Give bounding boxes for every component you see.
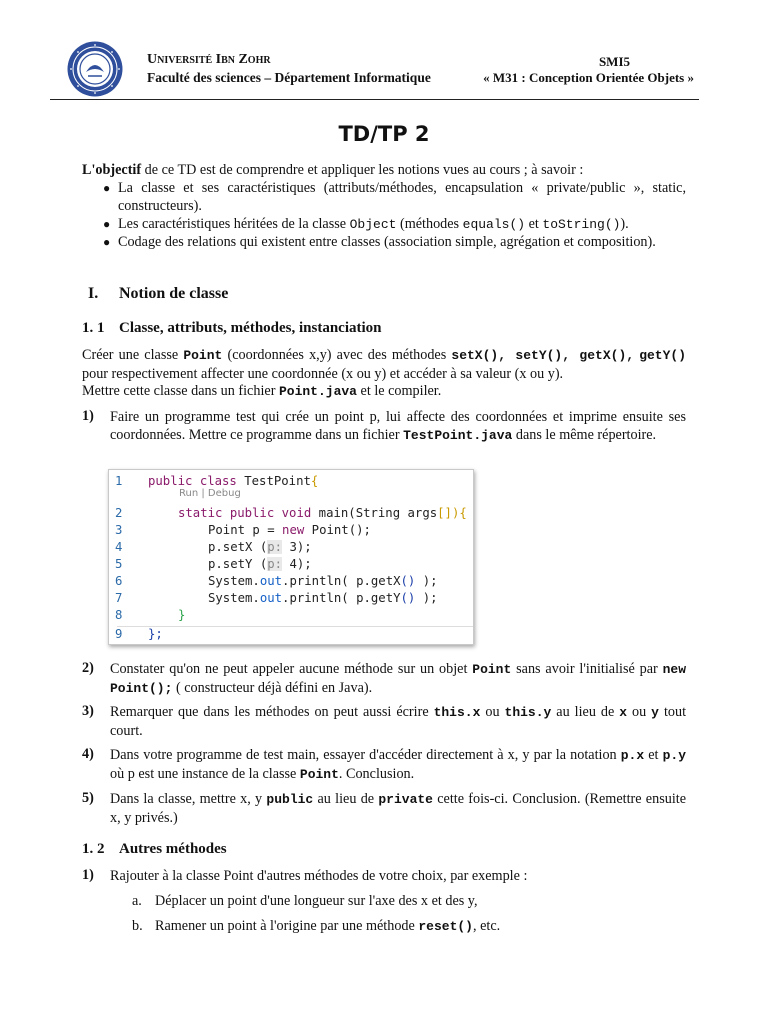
document-header [66,40,698,100]
code-text: p.setY ( [208,557,268,571]
code-line [109,539,473,556]
parameter-hint: p: [267,540,283,554]
bullet-icon: ● [103,235,111,249]
code-text: System. [208,591,260,605]
item-number: 1) [82,867,94,883]
text: tout court. [110,704,687,739]
text: Remarquer que dans les méthodes on peut aussi écrire [110,704,434,720]
text: cette fois-ci. Conclusion. (Remettre ensuite x, y privés.) [110,791,686,826]
intro-paragraph [82,161,686,179]
code-text: p.setX ( [208,540,268,554]
line-number: 1 [115,474,123,488]
section-number: I. [88,285,99,302]
text: et [644,747,663,763]
bullet-text: ). [620,216,629,232]
module-label: « M31 : Conception Orientée Objets » [483,70,694,85]
intro-lead: L'objectif [82,162,142,178]
text: dans le même répertoire. [512,427,657,443]
line-number: 8 [115,608,123,622]
bullet-text: et [525,216,543,232]
code-object: Object [349,217,397,232]
item-number: 3) [82,703,94,719]
code-line [109,505,473,522]
line-number: 2 [115,506,123,520]
code-setters: setX(), setY(), getX(), [451,348,635,363]
code-bracket: }; [148,627,163,641]
code-bracket: []){ [437,506,467,520]
code-bracket: () [400,574,416,588]
item-5-text [110,790,686,827]
page-title: TD/TP 2 [338,122,430,146]
subsection-title: Classe, attributs, méthodes, instanciation [119,320,382,336]
code-bracket: } [178,608,186,622]
text: au lieu de [551,704,620,720]
code-text: ); [415,574,438,588]
code-point: Point [183,348,223,363]
code-text: .println( p.getX [282,574,401,588]
text: ( constructeur déjà défini en Java). [172,680,373,696]
subsection-title: Autres méthodes [119,841,227,857]
code-text: ); [415,591,438,605]
code-bracket: () [400,591,416,605]
code-public: public [266,792,314,807]
intro-bullet-1: La classe et ses caractéristiques (attributs/méthodes, encapsulation « private/public », static, constructeurs). [118,180,686,214]
text: , etc. [472,918,501,934]
code-p-x: p.x [620,748,645,763]
code-keyword: new [282,523,312,537]
code-text: Point p = [208,523,283,537]
sub-item-b [155,918,500,935]
intro-bullet-2 [118,215,686,234]
code-equals: equals() [462,217,526,232]
text: pour respectivement affecter une coordonnée (x ou y) et accéder à sa valeur (x ou y). [82,366,564,382]
code-bracket: { [310,474,319,488]
code-gety: getY() [639,348,687,363]
item-3-text [110,703,686,740]
section-title: Notion de classe [119,285,229,302]
bullet-text: Les caractéristiques héritées de la classe [118,216,350,232]
code-reset: reset() [418,919,473,934]
line-number: 9 [115,627,123,641]
intro-text: de ce TD est de comprendre et appliquer les notions vues au cours ; à savoir : [141,162,584,178]
item-number: 1) [82,408,94,424]
text: Dans la classe, mettre x, y [110,791,267,807]
subsection-number: 1. 2 [82,841,105,857]
sub-item-letter: a. [132,893,142,909]
line-number: 5 [115,557,123,571]
parameter-hint: p: [267,557,283,571]
code-tostring: toString() [542,217,621,232]
bullet-icon: ● [103,181,111,195]
class-instructions [82,346,686,383]
text: . Conclusion. [338,766,415,782]
code-x: x [619,705,628,720]
line-number: 4 [115,540,123,554]
code-field: out [259,591,283,605]
code-line [109,473,473,490]
code-p-y: p.y [662,748,686,763]
item-number: 5) [82,790,94,806]
university-name: Université Ibn Zohr [147,52,271,67]
code-text: .println( p.getY [282,591,401,605]
text: Dans votre programme de test main, essayer d'accéder directement à x, y par la notation [110,747,621,763]
text: Constater qu'on ne peut appeler aucune méthode sur un objet [110,661,473,677]
line-number: 7 [115,591,123,605]
code-line [109,556,473,573]
code-point: Point [472,662,512,677]
compile-instructions [82,382,686,401]
text: et le compiler. [356,383,442,399]
code-text: TestPoint [244,474,311,488]
item-4-text [110,746,686,784]
code-editor-snippet [108,469,474,645]
text: au lieu de [313,791,379,807]
code-text: Point(); [311,523,371,537]
text: (coordonnées x,y) avec des méthodes [222,347,452,363]
code-private: private [378,792,433,807]
bullet-text: (méthodes [396,216,463,232]
item-number: 2) [82,660,94,676]
university-seal-icon [66,40,124,98]
code-this-y: this.y [504,705,552,720]
item-number: 4) [82,746,94,762]
text: ou [480,704,505,720]
code-y: y [651,705,659,720]
code-line [109,607,473,624]
level-label: SMI5 [598,54,630,69]
line-number: 3 [115,523,123,537]
subsection-number: 1. 1 [82,320,105,336]
code-this-x: this.x [433,705,481,720]
code-line [109,522,473,539]
header-divider [50,99,699,100]
text: ou [627,704,652,720]
code-new-point: new Point(); [110,662,686,696]
text: où p est une instance de la classe [110,766,300,782]
item-1-text [110,408,686,445]
code-line [109,573,473,590]
code-line [109,590,473,607]
faculty-name: Faculté des sciences – Département Informatique [147,70,431,85]
sub-item-a: Déplacer un point d'une longueur sur l'axe des x et des y, [155,893,478,909]
code-text: System. [208,574,260,588]
intro-bullet-3: Codage des relations qui existent entre classes (association simple, agrégation et composition). [118,234,656,250]
item-2-text [110,660,686,698]
code-point: Point [299,767,339,782]
text: Créer une classe [82,347,184,363]
code-keyword: static public void [178,506,319,520]
text: Faire un programme test qui crée un point p, lui affecte des coordonnées et imprime ensuite ses coordonnées. Mettre ce programme dans un fichier [110,409,686,443]
text: sans avoir l'initialisé par [511,661,663,677]
line-number: 6 [115,574,123,588]
code-keyword: public class [148,474,245,488]
codelens-run-debug[interactable]: Run | Debug [179,488,241,499]
text: Ramener un point à l'origine par une méthode [155,918,419,934]
bullet-icon: ● [103,217,111,231]
code-text: 3); [282,540,312,554]
item-12-text: Rajouter à la classe Point d'autres méthodes de votre choix, par exemple : [110,868,528,884]
code-testpoint-java: TestPoint.java [403,428,513,443]
code-field: out [259,574,283,588]
text: Mettre cette classe dans un fichier [82,383,279,399]
code-point-java: Point.java [278,384,357,399]
code-text: 4); [282,557,312,571]
sub-item-letter: b. [132,918,143,934]
code-text: main(String args [318,506,438,520]
code-line [109,626,473,643]
